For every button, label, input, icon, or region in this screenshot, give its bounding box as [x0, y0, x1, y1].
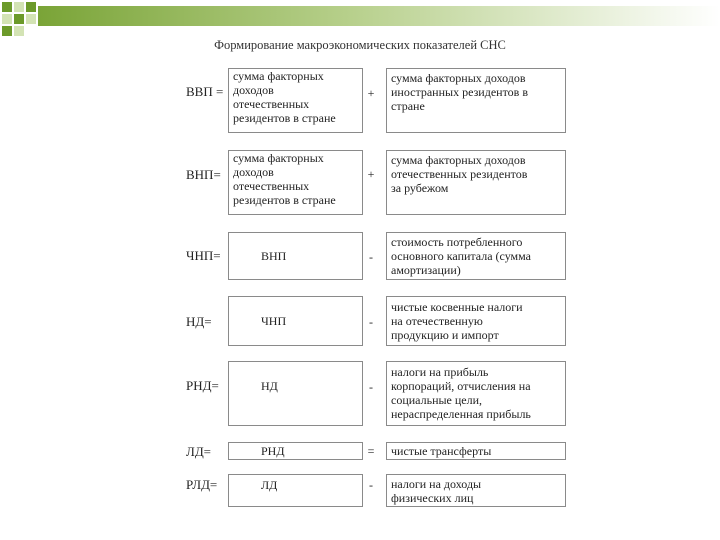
box-line: чистые трансферты	[391, 444, 492, 458]
box-line: налоги на прибыль	[391, 365, 489, 379]
label-ni: НД=	[186, 314, 212, 329]
operator-plus: +	[367, 86, 375, 100]
gdp-right-box	[386, 68, 566, 133]
dpi-right-box	[386, 474, 566, 507]
dpi-left-box	[228, 474, 363, 507]
box-line: основного капитала (сумма	[391, 249, 531, 263]
box-line: ВНП	[261, 249, 287, 263]
box-line: налоги на доходы	[391, 477, 482, 491]
box-line: за рубежом	[391, 181, 449, 195]
label-gnp: ВНП=	[186, 167, 221, 182]
box-line: физических лиц	[391, 491, 474, 505]
nnp-left-box	[228, 232, 363, 280]
operator-plus: +	[367, 167, 375, 181]
operator-equals: =	[367, 444, 375, 458]
box-line: нераспределенная прибыль	[391, 407, 531, 421]
label-dni: РНД=	[186, 378, 219, 393]
box-line: ЛД	[261, 478, 278, 492]
gdp-left-box	[228, 68, 363, 133]
operator-minus: -	[369, 315, 373, 329]
label-gdp: ВВП =	[186, 84, 224, 99]
box-line: доходов	[233, 83, 274, 97]
box-line: иностранных резидентов в	[391, 85, 528, 99]
label-nnp: ЧНП=	[186, 248, 221, 263]
box-line: отечественных	[233, 179, 310, 193]
box-line: корпораций, отчисления на	[391, 379, 531, 393]
dni-right-box	[386, 361, 566, 426]
box-line: сумма факторных доходов	[391, 71, 526, 85]
operator-minus: -	[369, 478, 373, 492]
box-line: чистые косвенные налоги	[391, 300, 523, 314]
pi-left-box	[228, 442, 363, 460]
box-line: отечественных	[233, 97, 310, 111]
box-line: на отечественную	[391, 314, 483, 328]
label-pi: ЛД=	[186, 444, 212, 459]
ni-right-box	[386, 296, 566, 346]
box-line: сумма факторных	[233, 69, 324, 83]
gnp-right-box	[386, 150, 566, 215]
box-line: продукцию и импорт	[391, 328, 499, 342]
box-line: сумма факторных доходов	[391, 153, 526, 167]
box-line: резидентов в стране	[233, 111, 336, 125]
slide-title: Формирование макроэкономических показателей СНС	[214, 38, 506, 52]
label-dpi: РЛД=	[186, 477, 218, 492]
box-line: амортизации)	[391, 263, 461, 277]
box-line: стране	[391, 99, 425, 113]
box-line: резидентов в стране	[233, 193, 336, 207]
box-line: доходов	[233, 165, 274, 179]
box-line: НД	[261, 379, 278, 393]
operator-minus: -	[369, 380, 373, 394]
ni-left-box	[228, 296, 363, 346]
box-line: стоимость потребленного	[391, 235, 523, 249]
pi-right-box	[386, 442, 566, 460]
dni-left-box	[228, 361, 363, 426]
operator-minus: -	[369, 250, 373, 264]
box-line: РНД	[261, 444, 285, 458]
box-line: сумма факторных	[233, 151, 324, 165]
gnp-left-box	[228, 150, 363, 215]
box-line: социальные цели,	[391, 393, 483, 407]
box-line: отечественных резидентов	[391, 167, 528, 181]
nnp-right-box	[386, 232, 566, 280]
box-line: ЧНП	[261, 314, 287, 328]
